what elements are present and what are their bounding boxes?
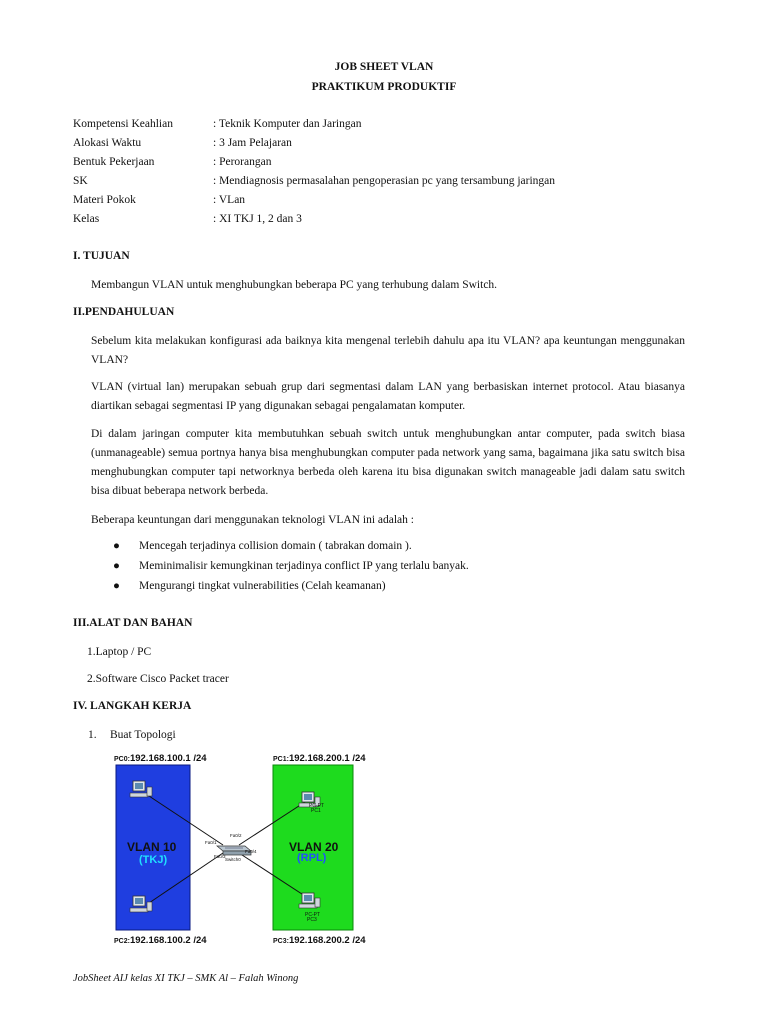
section-heading-langkah: IV. LANGKAH KERJA (73, 700, 192, 712)
pc1-ip: 192.168.200.1 /24 (288, 753, 366, 764)
page-footer: JobSheet AIJ kelas XI TKJ – SMK Al – Falah Winong (73, 973, 299, 984)
port-label: Fa0/4 (245, 849, 257, 854)
info-key: Materi Pokok (73, 194, 136, 206)
bullet-text: Mencegah terjadinya collision domain ( tabrakan domain ). (139, 540, 412, 552)
port-label: Fa0/1 (205, 840, 217, 845)
vlan10-tag: (TKJ) (139, 854, 168, 866)
bullet-icon: ● (113, 580, 120, 592)
pc3-ip: 192.168.200.2 /24 (288, 935, 366, 946)
section-heading-tujuan: I. TUJUAN (73, 250, 130, 262)
pc2-label: PC2: (114, 938, 130, 945)
pc2-ip: 192.168.100.2 /24 (129, 935, 207, 946)
info-key: Alokasi Waktu (73, 137, 142, 149)
pc0-ip: 192.168.100.1 /24 (129, 753, 207, 764)
section-heading-alat: III.ALAT DAN BAHAN (73, 617, 193, 629)
paragraph: VLAN (virtual lan) merupakan sebuah grup dari segmentasi dalam LAN yang berbasiskan internet protocol. Atau biasanya diartikan sebagai segmentasi IP yang digunakan sebagai pengalamatan komputer. (91, 381, 685, 412)
vlan20-name: VLAN 20 (289, 840, 339, 854)
info-key: Bentuk Pekerjaan (73, 156, 155, 168)
info-value: : 3 Jam Pelajaran (213, 137, 292, 149)
step-number: 1. (88, 729, 97, 741)
info-value: : Mendiagnosis permasalahan pengoperasian pc yang tersambung jaringan (213, 175, 556, 187)
paragraph: Di dalam jaringan computer kita membutuhkan sebuah switch untuk menghubungkan antar computer, pada switch biasa (unmanageable) semua portnya hanya bisa menghubungkan computer pada network yang sama, bagaimana jika satu switch bisa menghubungkan computer tapi networknya berbeda oleh karena itu bisa digunakan switch manageable jadi dalam satu switch bisa dibuat beberapa network berbeda. (91, 428, 685, 497)
vlan10-name: VLAN 10 (127, 840, 177, 854)
port-label: Fa0/2 (230, 833, 242, 838)
pc1-name-label: PC1 (311, 808, 321, 814)
info-key: Kelas (73, 213, 100, 225)
pc3-name-label: PC3 (307, 917, 317, 923)
list-item: 2.Software Cisco Packet tracer (87, 673, 229, 685)
switch-label: Switch0 (225, 857, 241, 862)
pc0-label: PC0: (114, 756, 130, 763)
info-value: : VLan (213, 194, 246, 206)
document-subtitle: PRAKTIKUM PRODUKTIF (311, 81, 457, 93)
network-topology-diagram (113, 748, 395, 948)
pc3-type-label: PC-PT (305, 912, 320, 918)
info-key: Kompetensi Keahlian (73, 118, 173, 130)
paragraph: Beberapa keuntungan dari menggunakan teknologi VLAN ini adalah : (91, 514, 414, 526)
section-heading-pendahuluan: II.PENDAHULUAN (73, 306, 175, 318)
tujuan-text: Membangun VLAN untuk menghubungkan beberapa PC yang terhubung dalam Switch. (91, 279, 498, 291)
bullet-icon: ● (113, 540, 120, 552)
info-value: : Teknik Komputer dan Jaringan (213, 118, 362, 130)
info-value: : Perorangan (213, 156, 272, 168)
port-label: Fa0/3 (214, 854, 226, 859)
bullet-text: Mengurangi tingkat vulnerabilities (Celah keamanan) (139, 580, 386, 592)
list-item: 1.Laptop / PC (87, 646, 152, 658)
bullet-icon: ● (113, 560, 120, 572)
pc1-type-label: PC-PT (309, 803, 324, 809)
bullet-text: Meminimalisir kemungkinan terjadinya conflict IP yang terlalu banyak. (139, 560, 469, 572)
info-key: SK (73, 175, 88, 187)
paragraph: Sebelum kita melakukan konfigurasi ada baiknya kita mengenal terlebih dahulu apa itu VLAN? apa keuntungan menggunakan VLAN? (91, 335, 685, 366)
pc3-label: PC3: (273, 938, 289, 945)
info-value: : XI TKJ 1, 2 dan 3 (213, 213, 302, 225)
document-title: JOB SHEET VLAN (334, 61, 434, 73)
vlan20-tag: (RPL) (297, 852, 327, 864)
step-text: Buat Topologi (110, 729, 176, 741)
pc1-label: PC1: (273, 756, 289, 763)
